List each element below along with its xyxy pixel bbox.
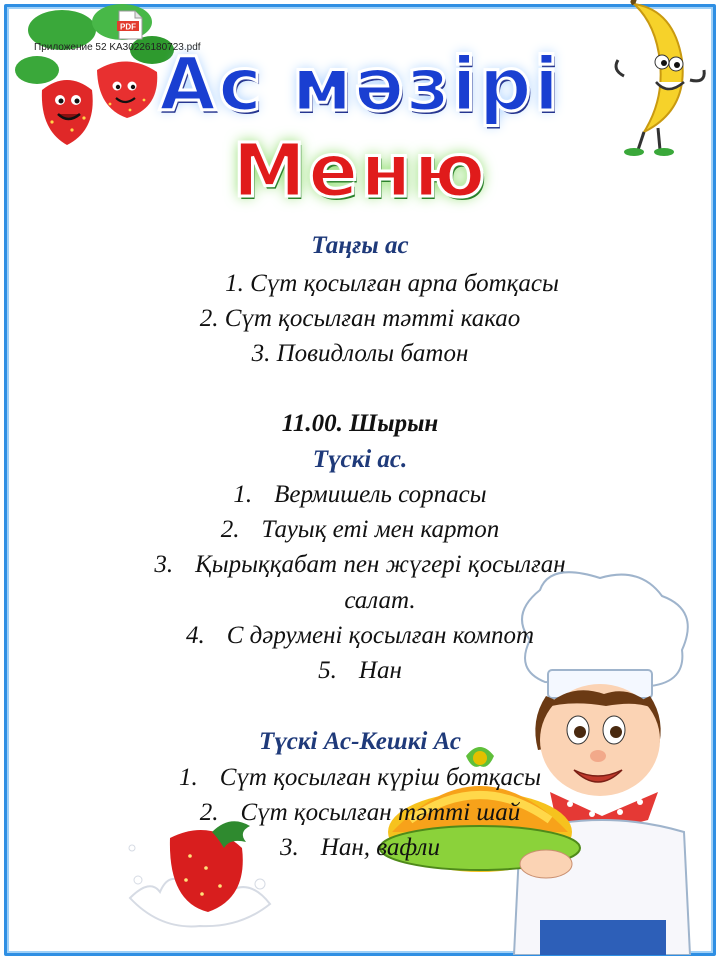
lunch-heading: Түскі ас. — [312, 446, 408, 473]
breakfast-item: 3. Повидлолы батон — [251, 340, 469, 367]
lunch-item-continuation: салат. — [344, 587, 416, 614]
item-number: 1. — [233, 481, 253, 508]
item-text: Тауық еті мен картоп — [261, 516, 500, 543]
lunch-item — [0, 481, 720, 509]
snack-heading: 11.00. Шырын — [281, 410, 439, 437]
breakfast-item: 2. Сүт қосылған тәтті какао — [199, 305, 521, 332]
item-number: 2. — [199, 799, 219, 826]
pdf-badge-text: PDF — [120, 22, 136, 32]
breakfast-item: 1. Сүт қосылған арпа ботқасы — [225, 270, 559, 297]
item-number: 3. — [154, 551, 174, 578]
item-number: 4. — [185, 622, 205, 649]
lunch-item — [0, 657, 720, 685]
dinner-item — [0, 834, 720, 862]
strawberry-milk-splash-illustration — [120, 808, 280, 938]
breakfast-heading: Таңғы ас — [311, 232, 409, 259]
item-number: 2. — [220, 516, 240, 543]
item-text: Нан, вафли — [320, 834, 440, 861]
lunch-item — [0, 622, 720, 650]
lunch-item — [0, 516, 720, 544]
title-russian: Меню — [232, 128, 488, 214]
pdf-file-icon[interactable] — [116, 10, 144, 40]
item-number: 1. — [178, 764, 198, 791]
item-text: Вермишель сорпасы — [274, 481, 487, 508]
item-text: Нан — [358, 657, 402, 684]
dinner-item — [0, 799, 720, 827]
pdf-filename[interactable]: Приложение 52 KA30226180723.pdf — [34, 42, 201, 53]
item-text: Қырыққабат пен жүгері қосылған — [195, 551, 566, 578]
item-text: С дәрумені қосылған компот — [226, 622, 535, 649]
dinner-heading: Түскі Ас-Кешкі Ас — [259, 728, 461, 755]
item-number: 5. — [318, 657, 337, 684]
dinner-item — [0, 764, 720, 792]
item-number: 3. — [280, 834, 299, 861]
title-kazakh: Ас мәзірі — [158, 42, 562, 128]
item-text: Сүт қосылған тәтті шай — [240, 799, 521, 826]
item-text: Сүт қосылған күріш ботқасы — [219, 764, 542, 791]
